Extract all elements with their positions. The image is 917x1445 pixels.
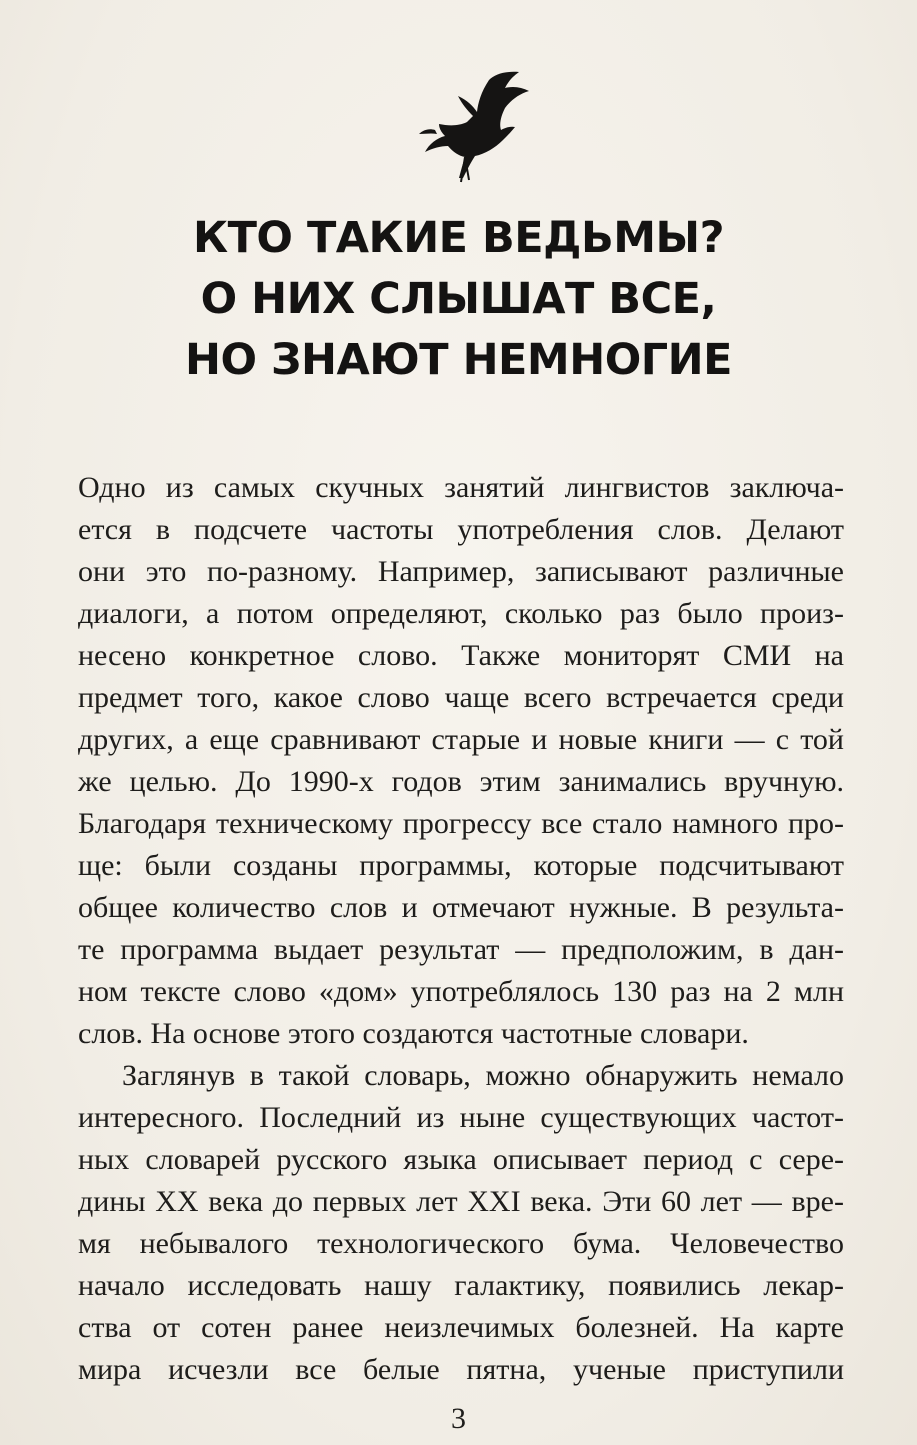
text-line: дины XX века до первых лет XXI века. Эти 60 лет — вре-	[78, 1185, 844, 1218]
chapter-title	[0, 208, 917, 391]
paragraph-1	[78, 467, 844, 1055]
text-line: других, а еще сравнивают старые и новые книги — с той	[78, 723, 844, 756]
text-line: несено конкретное слово. Также мониторят СМИ на	[78, 639, 844, 672]
text-line: Благодаря техническому прогрессу все стало намного про-	[78, 807, 844, 840]
chapter-title-line: О НИХ СЛЫШАТ ВСЕ,	[200, 274, 717, 324]
text-line: ства от сотен ранее неизлечимых болезней. На карте	[78, 1311, 844, 1344]
text-line: слов. На основе этого создаются частотные словари.	[78, 1017, 749, 1050]
text-line: мя небывалого технологического бума. Человечество	[78, 1227, 844, 1260]
text-line: мира исчезли все белые пятна, ученые приступили	[78, 1353, 844, 1386]
text-line: диалоги, а потом определяют, сколько раз было произ-	[78, 597, 844, 630]
text-line: ще: были созданы программы, которые подсчитывают	[78, 849, 844, 882]
paragraph-2	[78, 1055, 844, 1391]
text-line: общее количество слов и отмечают нужные. В результа-	[78, 891, 844, 924]
chapter-title-line: КТО ТАКИЕ ВЕДЬМЫ?	[192, 213, 725, 263]
body-text	[78, 467, 844, 1391]
text-line: предмет того, какое слово чаще всего встречается среди	[78, 681, 844, 714]
text-line: ном тексте слово «дом» употреблялось 130 раз на 2 млн	[78, 975, 844, 1008]
chapter-title-line: НО ЗНАЮТ НЕМНОГИЕ	[184, 335, 733, 385]
text-line: Одно из самых скучных занятий лингвистов заключа-	[78, 471, 844, 504]
text-line: начало исследовать нашу галактику, появились лекар-	[78, 1269, 844, 1302]
text-line: они это по-разному. Например, записывают различные	[78, 555, 844, 588]
text-line: Заглянув в такой словарь, можно обнаружить немало	[122, 1059, 844, 1092]
text-line: ных словарей русского языка описывает период с сере-	[78, 1143, 844, 1176]
crow-icon	[415, 70, 535, 188]
page-number: 3	[451, 1402, 466, 1435]
text-line: те программа выдает результат — предположим, в дан-	[78, 933, 844, 966]
text-line: же целью. До 1990-х годов этим занимались вручную.	[78, 765, 844, 798]
text-line: интересного. Последний из ныне существующих частот-	[78, 1101, 844, 1134]
text-line: ется в подсчете частоты употребления слов. Делают	[78, 513, 844, 546]
